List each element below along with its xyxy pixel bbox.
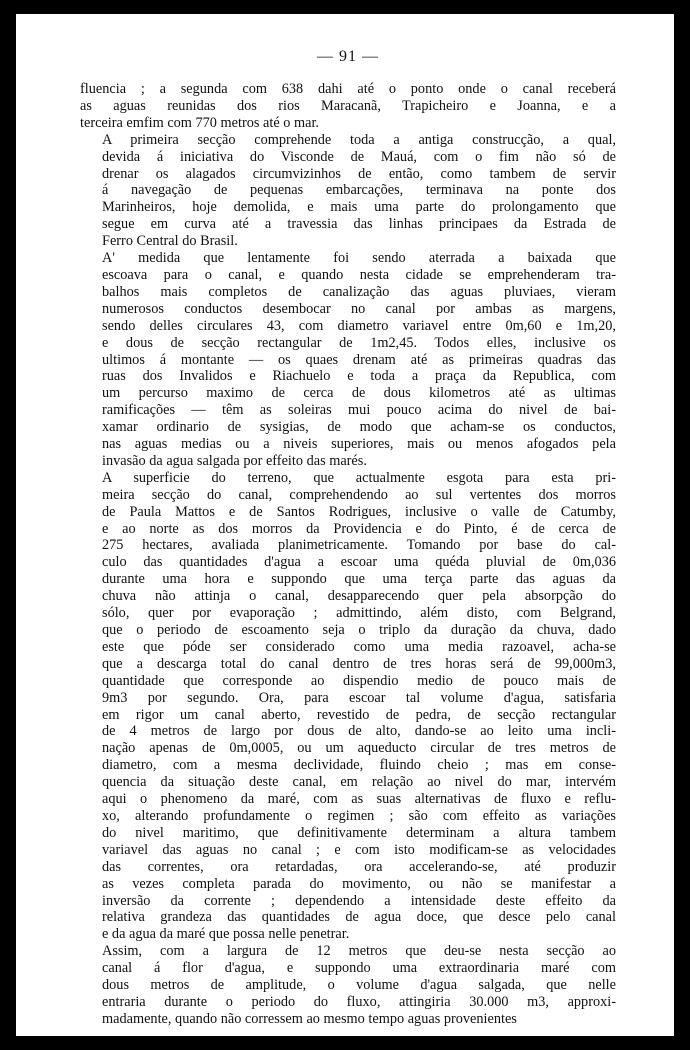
text-line: as vezes completa parada do movimento, ou não se manifestar a — [102, 875, 616, 892]
text-line: quencia da situação deste canal, em relação ao nivel do mar, intervém — [102, 774, 616, 791]
text-line: quantidade que corresponde ao dispendio medio de pouco mais de — [102, 672, 616, 689]
text-line: numerosos conductos desembocar no canal por ambas as margens, — [102, 300, 616, 317]
text-line: A' medida que lentamente foi sendo aterrada a baixada que — [102, 250, 616, 267]
paragraph — [80, 132, 616, 250]
text-line: que o periodo de escoamento seja o triplo da duração da chuva, dado — [102, 622, 616, 638]
text-line: diametro, com a mesma declividade, fluindo cheio ; mas em conse- — [102, 757, 616, 774]
page-number: — 91 — — [317, 48, 379, 65]
text-line: 275 hectares, avaliada planimetricamente. Tomando por base do cal- — [102, 537, 616, 554]
text-line: madamente, quando não corressem ao mesmo tempo aguas provenientes — [102, 1010, 517, 1027]
text-line: inversão da corrente ; dependendo a intensidade deste effeito da — [102, 892, 616, 909]
document-body — [80, 48, 616, 1028]
text-line: nas aguas medias ou a niveis superiores, mais ou menos afogados pela — [102, 436, 616, 453]
text-line: do nivel maritimo, que definitivamente determinam a altura tambem — [102, 824, 616, 841]
text-line: este que póde ser considerado como uma media razoavel, acha-se — [102, 638, 616, 655]
text-line: meira secção do canal, comprehendendo ao sul vertentes dos morros — [102, 486, 616, 503]
text-line: A primeira secção comprehende toda a antiga construcção, a qual, — [102, 131, 616, 148]
paragraph — [80, 470, 616, 943]
text-line: e ao norte as dos morros da Providencia e do Pinto, é de cerca de — [102, 520, 616, 537]
text-line: durante uma hora e suppondo que uma terça parte das aguas da — [102, 571, 616, 588]
text-line: drenar os alagados circumvizinhos de então, como tambem de servir — [102, 165, 616, 182]
text-line: fluencia ; a segunda com 638 dahi até o ponto onde o canal receberá — [80, 81, 616, 97]
paragraph — [80, 250, 616, 470]
text-line: escoava para o canal, e quando nesta cidade se emprehenderam tra- — [102, 266, 616, 283]
text-line: segue em curva até a travessia das linhas principaes da Estrada de — [102, 216, 616, 233]
text-line: devida á iniciativa do Visconde de Mauá, com o fim não só de — [102, 148, 616, 165]
text-line: aqui o phenomeno da maré, com as suas alternativas de fluxo e reflu- — [102, 791, 616, 808]
text-line: das correntes, ora retardadas, ora accelerando-se, até produzir — [102, 858, 616, 875]
text-line: xo, alterando profundamente o regimen ; são com effeito as variações — [102, 807, 616, 824]
text-line: e da agua da maré que possa nelle penetrar. — [102, 926, 350, 943]
paragraph-container — [80, 81, 616, 1028]
text-line: que a descarga total do canal dentro de tres horas será de 99,000m3, — [102, 655, 616, 672]
text-line: chuva não attinja o canal, desapparecendo quer pela absorpção do — [102, 588, 616, 605]
text-line: variavel das aguas no canal ; e com isto modificam-se as velocidades — [102, 841, 616, 858]
text-line: balhos mais completos de canalização das aguas pluviaes, vieram — [102, 283, 616, 300]
text-line: ramificações — têm as soleiras mui pouco acima do nivel de bai- — [102, 402, 616, 419]
text-line: A superficie do terreno, que actualmente esgota para esta pri- — [102, 469, 616, 486]
text-line: em rigor um canal aberto, revestido de pedra, de secção rectangular — [102, 706, 616, 723]
paragraph — [80, 81, 616, 132]
paragraph — [80, 943, 616, 1028]
text-line: relativa grandeza das quantidades de agua doce, que desce pelo canal — [102, 909, 616, 926]
text-line: Ferro Central do Brasil. — [102, 233, 238, 250]
text-line: xamar ordinario de sysigias, de modo que acham-se os conductos, — [102, 419, 616, 436]
text-line: ultimos á montante — os quaes drenam até as primeiras quadras das — [102, 351, 616, 368]
text-line: nação apenas de 0m,0005, ou um aqueducto circular de tres metros de — [102, 740, 616, 757]
text-line: sendo delles circulares 43, com diametro variavel entre 0m,60 e 1m,20, — [102, 317, 616, 334]
text-line: ruas dos Invalidos e Riachuelo e toda a praça da Republica, com — [102, 368, 616, 385]
text-line: invasão da agua salgada por effeito das marés. — [102, 452, 367, 469]
text-line: sólo, quer por evaporação ; admittindo, além disto, com Belgrand, — [102, 605, 616, 622]
text-line: 9m3 por segundo. Ora, para escoar tal volume d'agua, satisfaria — [102, 689, 616, 706]
text-line: dous metros de amplitude, o volume d'agua salgada, que nelle — [102, 977, 616, 994]
text-line: Marinheiros, hoje demolida, e mais uma parte do prolongamento que — [102, 199, 616, 216]
text-line: á navegação de pequenas embarcações, terminava na ponte dos — [102, 182, 616, 199]
page — [16, 14, 674, 1036]
text-line: culo das quantidades d'agua a escoar uma quéda pluvial de 0m,036 — [102, 554, 616, 571]
text-line: Assim, com a largura de 12 metros que deu-se nesta secção ao — [102, 943, 616, 960]
text-line: canal á flor d'agua, e suppondo uma extraordinaria maré com — [102, 960, 616, 977]
text-line: entraria durante o periodo do fluxo, attingiria 30.000 m3, approxi- — [102, 993, 616, 1010]
text-line: e dous de secção rectangular de 1m2,45. Todos elles, inclusive os — [102, 334, 616, 351]
text-line: um percurso maximo de cerca de dous kilometros até as ultimas — [102, 385, 616, 402]
text-line: terceira emfim com 770 metros até o mar. — [80, 114, 319, 131]
text-line: de 4 metros de largo por dous de alto, dando-se ao leito uma incli- — [102, 723, 616, 740]
text-line: as aguas reunidas dos rios Maracanã, Trapicheiro e Joanna, e a — [80, 97, 616, 114]
text-line: de Paula Mattos e de Santos Rodrigues, inclusive o valle de Catumby, — [102, 503, 616, 520]
